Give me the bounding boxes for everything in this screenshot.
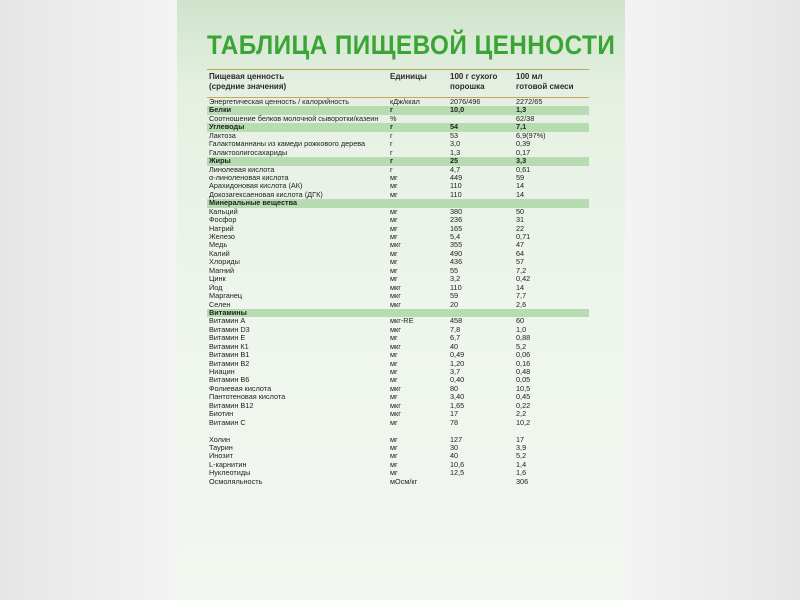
- nutrient-cell: α-линоленовая кислота: [209, 173, 289, 182]
- powder-value-cell: 1,65: [450, 401, 465, 410]
- ready-value-cell: 50: [516, 207, 525, 216]
- powder-value-cell: 25: [450, 157, 459, 166]
- table-section-row: [207, 157, 589, 165]
- table-section-row: [207, 123, 589, 131]
- ready-value-cell: 14: [516, 182, 525, 191]
- header-unit: Единицы: [390, 72, 427, 81]
- nutrient-cell: Витамин С: [209, 418, 246, 427]
- ready-value-cell: 1,3: [516, 106, 527, 115]
- ready-value-cell: 31: [516, 216, 525, 225]
- nutrient-cell: Ниацин: [209, 368, 235, 376]
- powder-value-cell: 458: [450, 317, 463, 326]
- ready-value-cell: 60: [516, 317, 525, 326]
- powder-value-cell: 12,5: [450, 469, 465, 478]
- nutrient-cell: Витамин В1: [209, 351, 250, 360]
- ready-value-cell: 1,4: [516, 460, 527, 469]
- nutrient-cell: Энергетическая ценность / калорийность: [209, 98, 350, 106]
- unit-cell: г: [390, 123, 394, 132]
- table-row: [207, 182, 589, 190]
- table-row: [207, 368, 589, 376]
- nutrient-cell: Хлориды: [209, 258, 240, 267]
- ready-value-cell: 0,71: [516, 233, 531, 241]
- unit-cell: мг: [390, 359, 398, 368]
- nutrient-cell: Минеральные вещества: [209, 199, 298, 208]
- page-title: ТАБЛИЦА ПИЩЕВОЙ ЦЕННОСТИ: [207, 30, 616, 60]
- nutrient-cell: Витамин Е: [209, 334, 246, 343]
- ready-value-cell: 6,9(97%): [516, 131, 546, 140]
- ready-value-cell: 5,2: [516, 452, 527, 461]
- unit-cell: мг: [390, 435, 398, 444]
- ready-value-cell: 7,2: [516, 266, 527, 275]
- powder-value-cell: 3,40: [450, 393, 465, 402]
- powder-value-cell: 110: [450, 182, 462, 191]
- table-row: [207, 317, 589, 325]
- powder-value-cell: 3,2: [450, 275, 461, 284]
- powder-value-cell: 20: [450, 300, 459, 309]
- header-nutrient: [209, 72, 286, 92]
- ready-value-cell: 0,17: [516, 148, 531, 157]
- unit-cell: мг: [390, 216, 398, 225]
- table-row: [207, 301, 589, 309]
- powder-value-cell: 436: [450, 258, 463, 267]
- ready-value-cell: 62/38: [516, 114, 535, 123]
- unit-cell: мкг: [390, 342, 401, 351]
- nutrient-cell: Галактоманнаны из камеди рожкового дерева: [209, 140, 366, 149]
- unit-cell: мг: [390, 452, 398, 461]
- powder-value-cell: 0,40: [450, 376, 465, 385]
- nutrition-panel: [177, 0, 625, 600]
- ready-value-cell: 0,48: [516, 368, 531, 376]
- powder-value-cell: 380: [450, 207, 463, 216]
- nutrient-cell: Холин: [209, 435, 231, 444]
- ready-value-cell: 3,9: [516, 443, 527, 452]
- powder-value-cell: 490: [450, 249, 463, 258]
- table-section-row: [207, 106, 589, 114]
- table-row: [207, 241, 589, 249]
- ready-value-cell: 22: [516, 224, 525, 233]
- table-row: [207, 132, 589, 140]
- unit-cell: мОсм/кг: [390, 477, 418, 486]
- unit-cell: мг: [390, 443, 398, 452]
- powder-value-cell: 355: [450, 241, 463, 250]
- header-powder-line1: 100 г сухого: [450, 72, 498, 81]
- ready-value-cell: 14: [516, 283, 525, 292]
- table-row: [207, 258, 589, 266]
- unit-cell: мг: [390, 190, 398, 199]
- unit-cell: мг: [390, 393, 398, 402]
- powder-value-cell: 30: [450, 443, 459, 452]
- table-row: [207, 427, 589, 435]
- unit-cell: мг: [390, 351, 398, 360]
- powder-value-cell: 0,49: [450, 351, 465, 360]
- table-row: [207, 216, 589, 224]
- powder-value-cell: 10,6: [450, 460, 465, 469]
- nutrient-cell: Калий: [209, 249, 230, 258]
- ready-value-cell: 3,3: [516, 157, 527, 166]
- ready-value-cell: 1,0: [516, 325, 527, 334]
- table-row: [207, 351, 589, 359]
- ready-value-cell: 1,6: [516, 469, 527, 478]
- powder-value-cell: 54: [450, 123, 459, 132]
- powder-value-cell: 110: [450, 283, 462, 292]
- nutrient-cell: Кальций: [209, 207, 238, 216]
- nutrient-cell: Биотин: [209, 410, 234, 419]
- unit-cell: мг: [390, 334, 398, 343]
- table-row: [207, 360, 589, 368]
- ready-value-cell: 7,1: [516, 123, 527, 132]
- ready-value-cell: 0,06: [516, 351, 531, 360]
- table-row: [207, 343, 589, 351]
- table-row: [207, 385, 589, 393]
- powder-value-cell: 55: [450, 266, 459, 275]
- unit-cell: мг: [390, 460, 398, 469]
- table-row: [207, 410, 589, 418]
- table-row: [207, 469, 589, 477]
- table-row: [207, 250, 589, 258]
- unit-cell: мкг: [390, 401, 401, 410]
- powder-value-cell: 165: [450, 224, 463, 233]
- unit-cell: мг: [390, 207, 398, 216]
- powder-value-cell: 7,8: [450, 325, 461, 334]
- ready-value-cell: 2,6: [516, 300, 527, 309]
- powder-value-cell: 3,0: [450, 140, 461, 149]
- unit-cell: мг: [390, 249, 398, 258]
- powder-value-cell: 449: [450, 173, 463, 182]
- header-powder: [450, 72, 497, 92]
- powder-value-cell: 236: [450, 216, 463, 225]
- powder-value-cell: 78: [450, 418, 459, 427]
- nutrient-cell: Витамин К1: [209, 342, 249, 351]
- powder-value-cell: 3,7: [450, 368, 461, 376]
- ready-value-cell: 0,45: [516, 393, 531, 402]
- table-row: [207, 140, 589, 148]
- ready-value-cell: 2272/65: [516, 98, 543, 106]
- powder-value-cell: 110: [450, 190, 462, 199]
- powder-value-cell: 127: [450, 435, 463, 444]
- ready-value-cell: 0,22: [516, 401, 531, 410]
- unit-cell: кДж/ккал: [390, 98, 420, 106]
- ready-value-cell: 5,2: [516, 342, 527, 351]
- unit-cell: г: [390, 106, 394, 115]
- nutrient-cell: Белки: [209, 106, 232, 115]
- unit-cell: г: [390, 148, 393, 157]
- powder-value-cell: 17: [450, 410, 459, 419]
- table-row: [207, 461, 589, 469]
- table-section-row: [207, 199, 589, 207]
- header-ready-line2: готовой смеси: [516, 82, 574, 91]
- table-row: [207, 436, 589, 444]
- unit-cell: мкг: [390, 410, 401, 419]
- table-row: [207, 444, 589, 452]
- powder-value-cell: 2076/496: [450, 98, 481, 106]
- nutrient-cell: Магний: [209, 266, 235, 275]
- ready-value-cell: 0,39: [516, 140, 531, 149]
- ready-value-cell: 10,5: [516, 384, 531, 393]
- table-row: [207, 267, 589, 275]
- nutrient-cell: Лактоза: [209, 131, 236, 140]
- powder-value-cell: 5,4: [450, 233, 461, 241]
- ready-value-cell: 7,7: [516, 292, 527, 301]
- nutrient-cell: L-карнитин: [209, 460, 247, 469]
- header-ready: [516, 72, 574, 92]
- ready-value-cell: 2,2: [516, 410, 527, 419]
- table-row: [207, 452, 589, 460]
- nutrient-cell: Витамин А: [209, 317, 246, 326]
- table-row: [207, 393, 589, 401]
- ready-value-cell: 0,61: [516, 165, 531, 174]
- table-row: [207, 115, 589, 123]
- nutrient-cell: Медь: [209, 241, 228, 250]
- header-powder-line2: порошка: [450, 82, 485, 91]
- powder-value-cell: 40: [450, 452, 459, 461]
- header-nutrient-line1: Пищевая ценность: [209, 72, 285, 81]
- nutrient-cell: Натрий: [209, 224, 234, 233]
- ready-value-cell: 0,16: [516, 359, 531, 368]
- unit-cell: мг: [390, 173, 398, 182]
- unit-cell: г: [390, 157, 394, 166]
- unit-cell: мкг: [390, 384, 401, 393]
- table-row: [207, 233, 589, 241]
- table-row: [207, 98, 589, 106]
- unit-cell: мкг-RE: [390, 317, 414, 326]
- ready-value-cell: 0,05: [516, 376, 531, 385]
- nutrient-cell: Цинк: [209, 275, 226, 284]
- ready-value-cell: 0,42: [516, 275, 531, 284]
- powder-value-cell: 6,7: [450, 334, 461, 343]
- ready-value-cell: 17: [516, 435, 525, 444]
- nutrient-cell: Витамин D3: [209, 325, 250, 334]
- powder-value-cell: 40: [450, 342, 459, 351]
- nutrient-cell: Жиры: [209, 157, 231, 166]
- nutrient-cell: Галактоолигосахариды: [209, 148, 288, 157]
- unit-cell: мг: [390, 182, 398, 191]
- powder-value-cell: 10,0: [450, 106, 465, 115]
- table-row: [207, 402, 589, 410]
- powder-value-cell: 1,3: [450, 148, 461, 157]
- unit-cell: мг: [390, 469, 398, 478]
- table-row: [207, 284, 589, 292]
- nutrient-cell: Железо: [209, 233, 235, 241]
- table-row: [207, 149, 589, 157]
- nutrient-cell: Марганец: [209, 292, 243, 301]
- nutrient-cell: Соотношение белков молочной сыворотки/казеин: [209, 114, 379, 123]
- nutrient-cell: Витамин В6: [209, 376, 250, 385]
- table-row: [207, 292, 589, 300]
- ready-value-cell: 57: [516, 258, 525, 267]
- powder-value-cell: 4,7: [450, 165, 461, 174]
- unit-cell: мг: [390, 368, 398, 376]
- ready-value-cell: 64: [516, 249, 525, 258]
- table-row: [207, 419, 589, 427]
- nutrition-table: [207, 98, 589, 486]
- unit-cell: г: [390, 140, 393, 149]
- unit-cell: мг: [390, 258, 398, 267]
- ready-value-cell: 14: [516, 190, 525, 199]
- nutrient-cell: Витамины: [209, 308, 247, 317]
- nutrient-cell: Витамин В2: [209, 359, 250, 368]
- table-row: [207, 191, 589, 199]
- header-top-divider: [207, 69, 589, 70]
- unit-cell: мг: [390, 224, 398, 233]
- nutrient-cell: Арахидоновая кислота (АК): [209, 182, 303, 191]
- ready-value-cell: 10,2: [516, 418, 531, 427]
- ready-value-cell: 59: [516, 173, 525, 182]
- table-row: [207, 326, 589, 334]
- unit-cell: мкг: [390, 283, 401, 292]
- powder-value-cell: 53: [450, 131, 459, 140]
- powder-value-cell: 1,20: [450, 359, 465, 368]
- unit-cell: мкг: [390, 241, 401, 250]
- table-row: [207, 166, 589, 174]
- nutrient-cell: Фолиевая кислота: [209, 384, 272, 393]
- unit-cell: г: [390, 131, 393, 140]
- nutrient-cell: Докозагексаеновая кислота (ДГК): [209, 190, 323, 199]
- nutrient-cell: Фосфор: [209, 216, 237, 225]
- table-row: [207, 275, 589, 283]
- powder-value-cell: 59: [450, 292, 459, 301]
- table-header: [207, 72, 589, 98]
- ready-value-cell: 0,88: [516, 334, 531, 343]
- table-row: [207, 174, 589, 182]
- unit-cell: мкг: [390, 292, 401, 301]
- unit-cell: мг: [390, 418, 398, 427]
- nutrient-cell: Селен: [209, 300, 231, 309]
- table-row: [207, 478, 589, 486]
- nutrient-cell: Осмоляльность: [209, 477, 263, 486]
- nutrient-cell: Пантотеновая кислота: [209, 393, 286, 402]
- unit-cell: мг: [390, 275, 398, 284]
- nutrient-cell: Нуклеотиды: [209, 469, 251, 478]
- header-nutrient-line2: (средние значения): [209, 82, 287, 91]
- nutrient-cell: Йод: [209, 283, 223, 292]
- nutrient-cell: Углеводы: [209, 123, 245, 132]
- unit-cell: мкг: [390, 325, 401, 334]
- unit-cell: мг: [390, 266, 398, 275]
- ready-value-cell: 306: [516, 477, 529, 486]
- unit-cell: мкг: [390, 300, 401, 309]
- nutrient-cell: Таурин: [209, 443, 233, 452]
- unit-cell: мг: [390, 233, 398, 241]
- nutrient-cell: Витамин В12: [209, 401, 254, 410]
- table-row: [207, 334, 589, 342]
- powder-value-cell: 80: [450, 384, 459, 393]
- table-row: [207, 225, 589, 233]
- ready-value-cell: 47: [516, 241, 525, 250]
- nutrient-cell: Инозит: [209, 452, 234, 461]
- unit-cell: %: [390, 114, 397, 123]
- table-row: [207, 208, 589, 216]
- header-ready-line1: 100 мл: [516, 72, 543, 81]
- unit-cell: мг: [390, 376, 398, 385]
- table-section-row: [207, 309, 589, 317]
- nutrient-cell: Линолевая кислота: [209, 165, 275, 174]
- unit-cell: г: [390, 165, 393, 174]
- table-row: [207, 376, 589, 384]
